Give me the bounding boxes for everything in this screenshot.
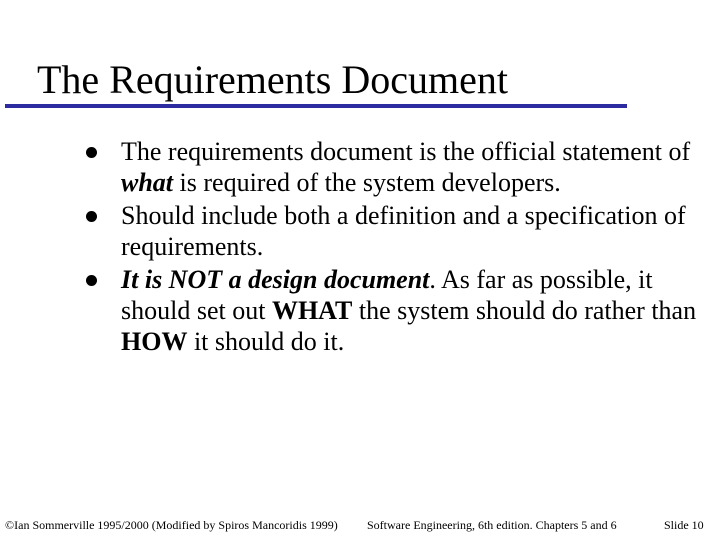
bullet-text-segment: . As far as possible, it should set out: [121, 265, 653, 325]
bullet-text-segment: WHAT: [271, 296, 353, 325]
title-underline: [5, 104, 627, 108]
bullet-text-segment: it should do it.: [187, 327, 345, 356]
bullet-text-segment: It is NOT a design document: [121, 265, 430, 294]
bullet-text: [121, 137, 690, 197]
bullet-item: [0, 136, 701, 198]
bullet-dot: [86, 211, 97, 222]
bullet-text: [121, 265, 696, 356]
bullet-text-segment: Should include both a definition and a specification of requirements.: [121, 201, 686, 261]
bullet-text: [121, 201, 686, 261]
bullet-item: [0, 200, 701, 262]
footer-slide-number: Slide 10: [664, 518, 704, 532]
bullet-text-segment: The requirements document is the official statement of: [121, 137, 691, 166]
bullet-item: [0, 264, 701, 357]
footer-copyright: ©Ian Sommerville 1995/2000 (Modified by Spiros Mancoridis 1999): [5, 518, 338, 532]
bullet-text-segment: the system should do rather than: [352, 296, 697, 325]
bullet-text-segment: is required of the system developers.: [173, 168, 561, 197]
bullet-dot: [86, 147, 97, 158]
footer-book-title: Software Engineering, 6th edition. Chapters 5 and 6: [367, 518, 617, 532]
bullet-text-segment: what: [121, 168, 174, 197]
bullet-text-segment: HOW: [121, 327, 188, 356]
bullet-dot: [86, 275, 97, 286]
bullet-list: [0, 136, 717, 357]
slide-title: The Requirements Document: [37, 57, 508, 102]
